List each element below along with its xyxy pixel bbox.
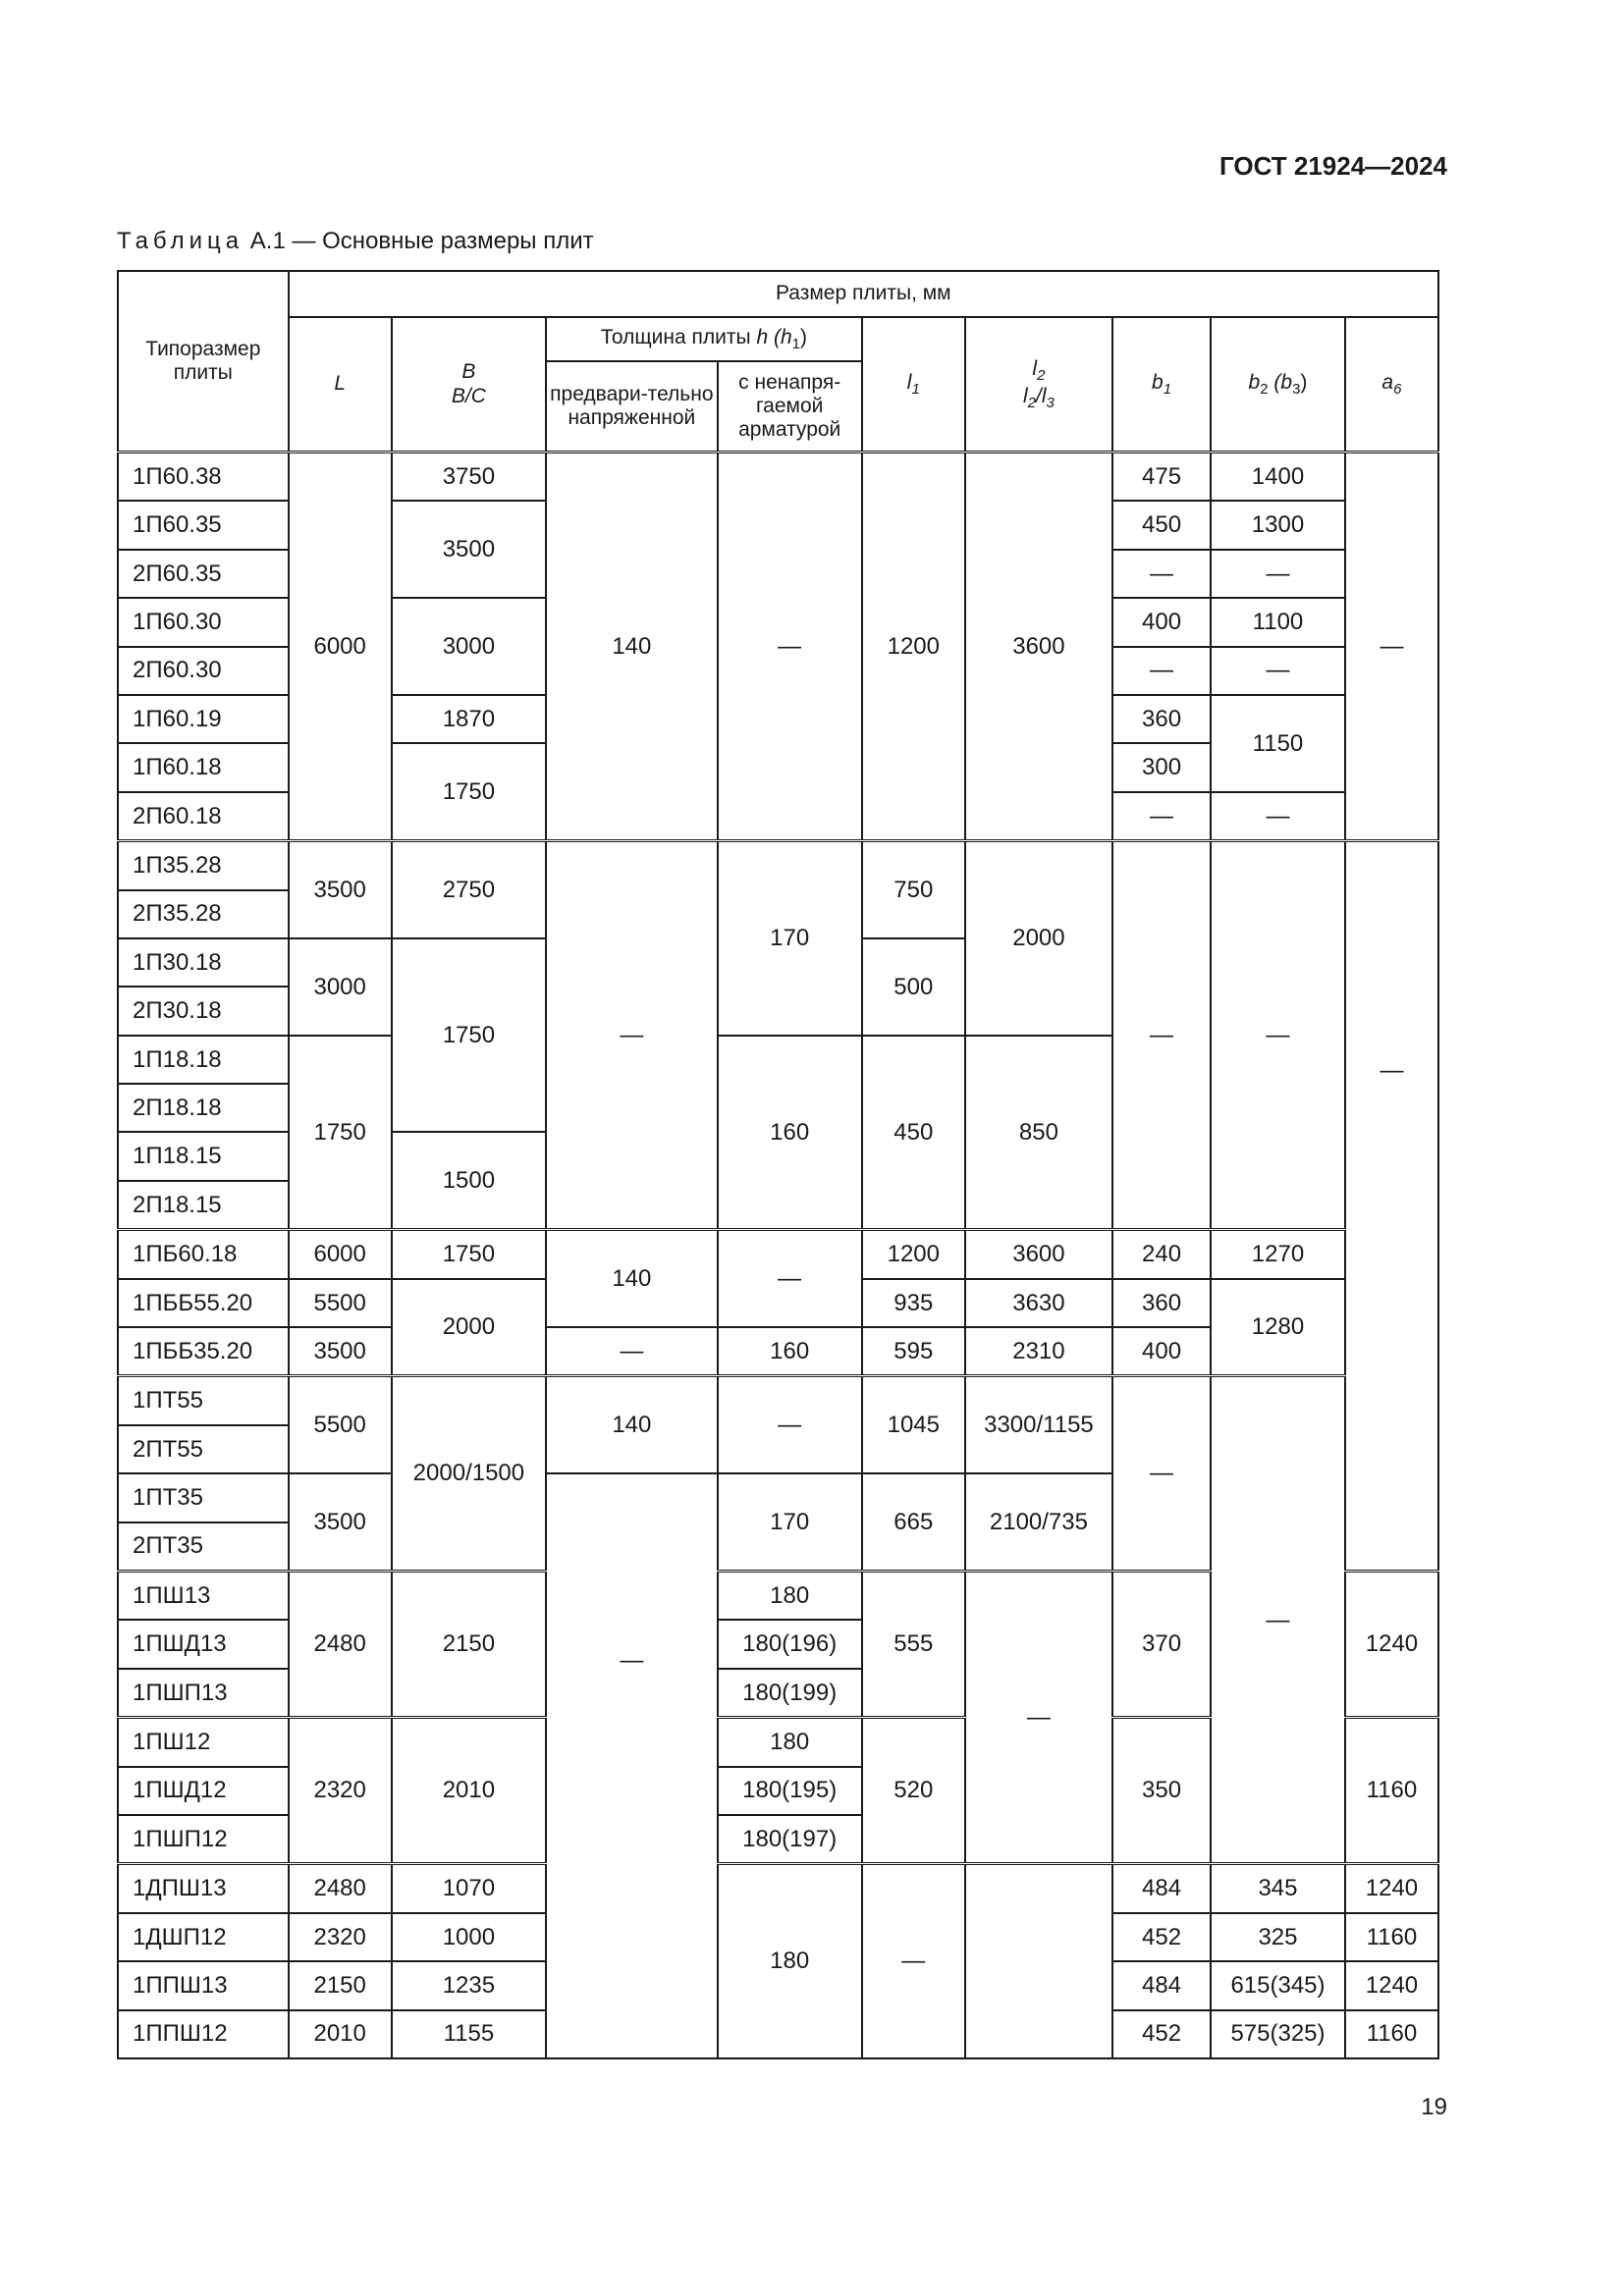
- type-size-cell: 2П60.35: [118, 550, 289, 598]
- h-non-cell: 180(196): [718, 1620, 862, 1668]
- type-size-cell: 1П60.18: [118, 743, 289, 791]
- h-non-cell: 180: [718, 1864, 862, 2058]
- h-non-cell: 180(197): [718, 1815, 862, 1864]
- type-size-cell: 1ПШ13: [118, 1571, 289, 1620]
- type-size-cell: 2П60.30: [118, 647, 289, 695]
- b2-cell: 1100: [1211, 598, 1345, 646]
- B-cell: 3750: [392, 453, 546, 502]
- b2-cell: 1400: [1211, 453, 1345, 502]
- type-size-cell: 2ПТ55: [118, 1425, 289, 1473]
- L-cell: 3500: [289, 1327, 392, 1376]
- b2-cell: —: [1211, 647, 1345, 695]
- type-size-cell: 1П18.18: [118, 1036, 289, 1084]
- a6-cell: —: [1345, 453, 1438, 841]
- thickness-prefix: Толщина плиты: [600, 325, 757, 348]
- l2-cell: 3300/1155: [965, 1376, 1112, 1473]
- h-non-cell: 180(195): [718, 1767, 862, 1815]
- a6-cell: —: [1345, 841, 1438, 1572]
- col-head-a6: $a_6$: [1345, 317, 1438, 453]
- b1-cell: —: [1112, 1376, 1211, 1572]
- h-non-cell: 180: [718, 1718, 862, 1767]
- h-pre-cell: —: [546, 1473, 718, 2058]
- col-head-B-line1: B: [461, 360, 476, 384]
- type-size-cell: 1ППШ12: [118, 2010, 289, 2058]
- type-size-cell: 2П60.18: [118, 792, 289, 841]
- l1-cell: 750: [862, 841, 965, 938]
- l1-cell: 1200: [862, 1230, 965, 1279]
- plate-dimensions-table: [117, 270, 1439, 2059]
- b1-cell: 400: [1112, 598, 1211, 646]
- B-cell: 1000: [392, 1913, 546, 1961]
- a6-cell: 1160: [1345, 1913, 1438, 1961]
- b2-cell: —: [1211, 1376, 1345, 1864]
- b1-cell: 450: [1112, 501, 1211, 549]
- l2-cell: 2310: [965, 1327, 1112, 1376]
- l1-cell: 1200: [862, 453, 965, 841]
- table-row: [118, 841, 1438, 890]
- B-cell: 1070: [392, 1864, 546, 1913]
- B-cell: 1500: [392, 1132, 546, 1229]
- b1-cell: 484: [1112, 1961, 1211, 2009]
- l2-cell: 3600: [965, 453, 1112, 841]
- type-size-cell: 1ППШ13: [118, 1961, 289, 2009]
- type-size-cell: 2П18.18: [118, 1084, 289, 1132]
- b1-cell: 452: [1112, 1913, 1211, 1961]
- type-size-cell: 1ПБ60.18: [118, 1230, 289, 1279]
- B-cell: 2150: [392, 1571, 546, 1717]
- col-head-B-line2: B/C: [451, 384, 486, 407]
- a6-cell: 1160: [1345, 1718, 1438, 1864]
- a6-cell: 1240: [1345, 1961, 1438, 2009]
- b1-cell: —: [1112, 647, 1211, 695]
- B-cell: 1235: [392, 1961, 546, 2009]
- h-non-cell: 170: [718, 841, 862, 1036]
- table-row: [118, 1376, 1438, 1425]
- table-row: [118, 453, 1438, 502]
- type-size-cell: 2П35.28: [118, 890, 289, 938]
- b1-cell: 475: [1112, 453, 1211, 502]
- standard-designation: ГОСТ 21924—2024: [1219, 151, 1447, 181]
- table-row: [118, 1864, 1438, 1913]
- col-head-b2-b3: $b_2$ $(b_3)$: [1211, 317, 1345, 453]
- h-pre-cell: 140: [546, 1230, 718, 1327]
- col-head-l1: $l_1$: [862, 317, 965, 453]
- b1-cell: 484: [1112, 1864, 1211, 1913]
- b2-cell: —: [1211, 792, 1345, 841]
- type-size-cell: 1ПШП13: [118, 1669, 289, 1718]
- l2-cell: —: [965, 1571, 1112, 1863]
- thickness-h1-sub: 1: [791, 335, 800, 352]
- l2-cell: 3600: [965, 1230, 1112, 1279]
- type-size-cell: 1ПТ35: [118, 1473, 289, 1522]
- h-non-cell: 170: [718, 1473, 862, 1571]
- B-cell: 1870: [392, 695, 546, 743]
- l1-cell: 520: [862, 1718, 965, 1864]
- B-cell: 1155: [392, 2010, 546, 2058]
- type-size-cell: 1П60.19: [118, 695, 289, 743]
- L-cell: 3500: [289, 841, 392, 938]
- type-size-cell: 1П35.28: [118, 841, 289, 890]
- B-cell: 1750: [392, 938, 546, 1133]
- B-cell: 1750: [392, 743, 546, 840]
- b1-cell: 360: [1112, 695, 1211, 743]
- type-size-cell: 2ПТ35: [118, 1522, 289, 1572]
- b1-cell: 452: [1112, 2010, 1211, 2058]
- b2-cell: 1270: [1211, 1230, 1345, 1279]
- type-size-cell: 2П18.15: [118, 1181, 289, 1230]
- h-non-cell: —: [718, 1230, 862, 1327]
- B-cell: 2000: [392, 1279, 546, 1376]
- a6-cell: 1240: [1345, 1864, 1438, 1913]
- h-non-cell: 160: [718, 1036, 862, 1230]
- b2-cell: —: [1211, 841, 1345, 1230]
- thickness-close: ): [799, 325, 807, 348]
- l2-cell: 2100/735: [965, 1473, 1112, 1571]
- b2-cell: —: [1211, 550, 1345, 598]
- type-size-cell: 1ПШД13: [118, 1620, 289, 1668]
- type-size-cell: 1ПШП12: [118, 1815, 289, 1864]
- type-size-cell: 1ДПШ13: [118, 1864, 289, 1913]
- b1-cell: 240: [1112, 1230, 1211, 1279]
- L-cell: 1750: [289, 1036, 392, 1230]
- l1-cell: 665: [862, 1473, 965, 1571]
- h-non-cell: —: [718, 1376, 862, 1473]
- col-head-type-size: Типоразмер плиты: [118, 271, 289, 453]
- l1-cell: 450: [862, 1036, 965, 1230]
- l2-cell: 3630: [965, 1279, 1112, 1327]
- col-head-b1: $b_1$: [1112, 317, 1211, 453]
- L-cell: 6000: [289, 1230, 392, 1279]
- type-size-cell: 1П60.30: [118, 598, 289, 646]
- type-size-cell: 1П60.38: [118, 453, 289, 502]
- h-non-cell: 180(199): [718, 1669, 862, 1718]
- col-head-prestressed: предвари-тельно напряженной: [546, 361, 718, 453]
- l1-cell: 935: [862, 1279, 965, 1327]
- B-cell: 2010: [392, 1718, 546, 1864]
- type-size-cell: 1П18.15: [118, 1132, 289, 1180]
- thickness-h: h: [756, 325, 769, 348]
- col-head-L: L: [289, 317, 392, 453]
- b2-cell: 1150: [1211, 695, 1345, 792]
- type-size-cell: 1ДШП12: [118, 1913, 289, 1961]
- col-head-size-group: Размер плиты, мм: [289, 271, 1438, 317]
- col-head-l2: $l_2$ $l_2/l_3$: [965, 317, 1112, 453]
- b1-cell: 360: [1112, 1279, 1211, 1327]
- l2-cell: 850: [965, 1036, 1112, 1230]
- B-cell: 3500: [392, 501, 546, 598]
- b1-cell: 370: [1112, 1571, 1211, 1717]
- a6-cell: 1160: [1345, 2010, 1438, 2058]
- type-size-cell: 1П60.35: [118, 501, 289, 549]
- h-pre-cell: 140: [546, 1376, 718, 1473]
- type-size-cell: 1ПББ35.20: [118, 1327, 289, 1376]
- a6-cell: 1240: [1345, 1571, 1438, 1717]
- b1-cell: —: [1112, 550, 1211, 598]
- L-cell: 5500: [289, 1279, 392, 1327]
- b1-cell: —: [1112, 792, 1211, 841]
- caption-text: А.1 — Основные размеры плит: [249, 228, 594, 254]
- b2-cell: 1280: [1211, 1279, 1345, 1376]
- B-cell: 2000/1500: [392, 1376, 546, 1572]
- l2-cell: 2000: [965, 841, 1112, 1036]
- b2-cell: 345: [1211, 1864, 1345, 1913]
- b1-cell: 300: [1112, 743, 1211, 791]
- b2-cell: 325: [1211, 1913, 1345, 1961]
- L-cell: 2320: [289, 1718, 392, 1864]
- b2-cell: 1300: [1211, 501, 1345, 549]
- l1-cell: 500: [862, 938, 965, 1036]
- l1-cell: 595: [862, 1327, 965, 1376]
- table-row: [118, 1230, 1438, 1279]
- type-size-cell: 1ПТ55: [118, 1376, 289, 1425]
- B-cell: 1750: [392, 1230, 546, 1279]
- h-non-cell: 160: [718, 1327, 862, 1376]
- b1-cell: 400: [1112, 1327, 1211, 1376]
- l1-cell: 1045: [862, 1376, 965, 1473]
- b2-cell: 575(325): [1211, 2010, 1345, 2058]
- L-cell: 2480: [289, 1571, 392, 1717]
- type-size-cell: 2П30.18: [118, 987, 289, 1035]
- B-cell: 2750: [392, 841, 546, 938]
- b2-cell: 615(345): [1211, 1961, 1345, 2009]
- caption-prefix: Таблица: [117, 228, 244, 254]
- col-head-B: [392, 317, 546, 453]
- h-pre-cell: —: [546, 841, 718, 1230]
- L-cell: 6000: [289, 453, 392, 841]
- h-non-cell: —: [718, 453, 862, 841]
- col-head-non-prestressed: с ненапря-гаемой арматурой: [718, 361, 862, 453]
- L-cell: 2150: [289, 1961, 392, 2009]
- L-cell: 5500: [289, 1376, 392, 1473]
- h-non-cell: 180: [718, 1571, 862, 1620]
- type-size-cell: 1П30.18: [118, 938, 289, 987]
- type-size-cell: 1ПББ55.20: [118, 1279, 289, 1327]
- thickness-h1-open: (h: [768, 325, 792, 348]
- l2-cell: [965, 1864, 1112, 2058]
- b1-cell: 350: [1112, 1718, 1211, 1864]
- type-size-cell: 1ПШ12: [118, 1718, 289, 1767]
- L-cell: 3000: [289, 938, 392, 1036]
- h-pre-cell: 140: [546, 453, 718, 841]
- B-cell: 3000: [392, 598, 546, 695]
- l1-cell: 555: [862, 1571, 965, 1717]
- l1-cell: —: [862, 1864, 965, 2058]
- L-cell: 3500: [289, 1473, 392, 1571]
- L-cell: 2480: [289, 1864, 392, 1913]
- type-size-cell: 1ПШД12: [118, 1767, 289, 1815]
- table-caption: [117, 228, 594, 255]
- L-cell: 2320: [289, 1913, 392, 1961]
- col-head-thickness: [546, 317, 862, 361]
- page-number: 19: [1421, 2094, 1447, 2120]
- b1-cell: —: [1112, 841, 1211, 1230]
- L-cell: 2010: [289, 2010, 392, 2058]
- h-pre-cell: —: [546, 1327, 718, 1376]
